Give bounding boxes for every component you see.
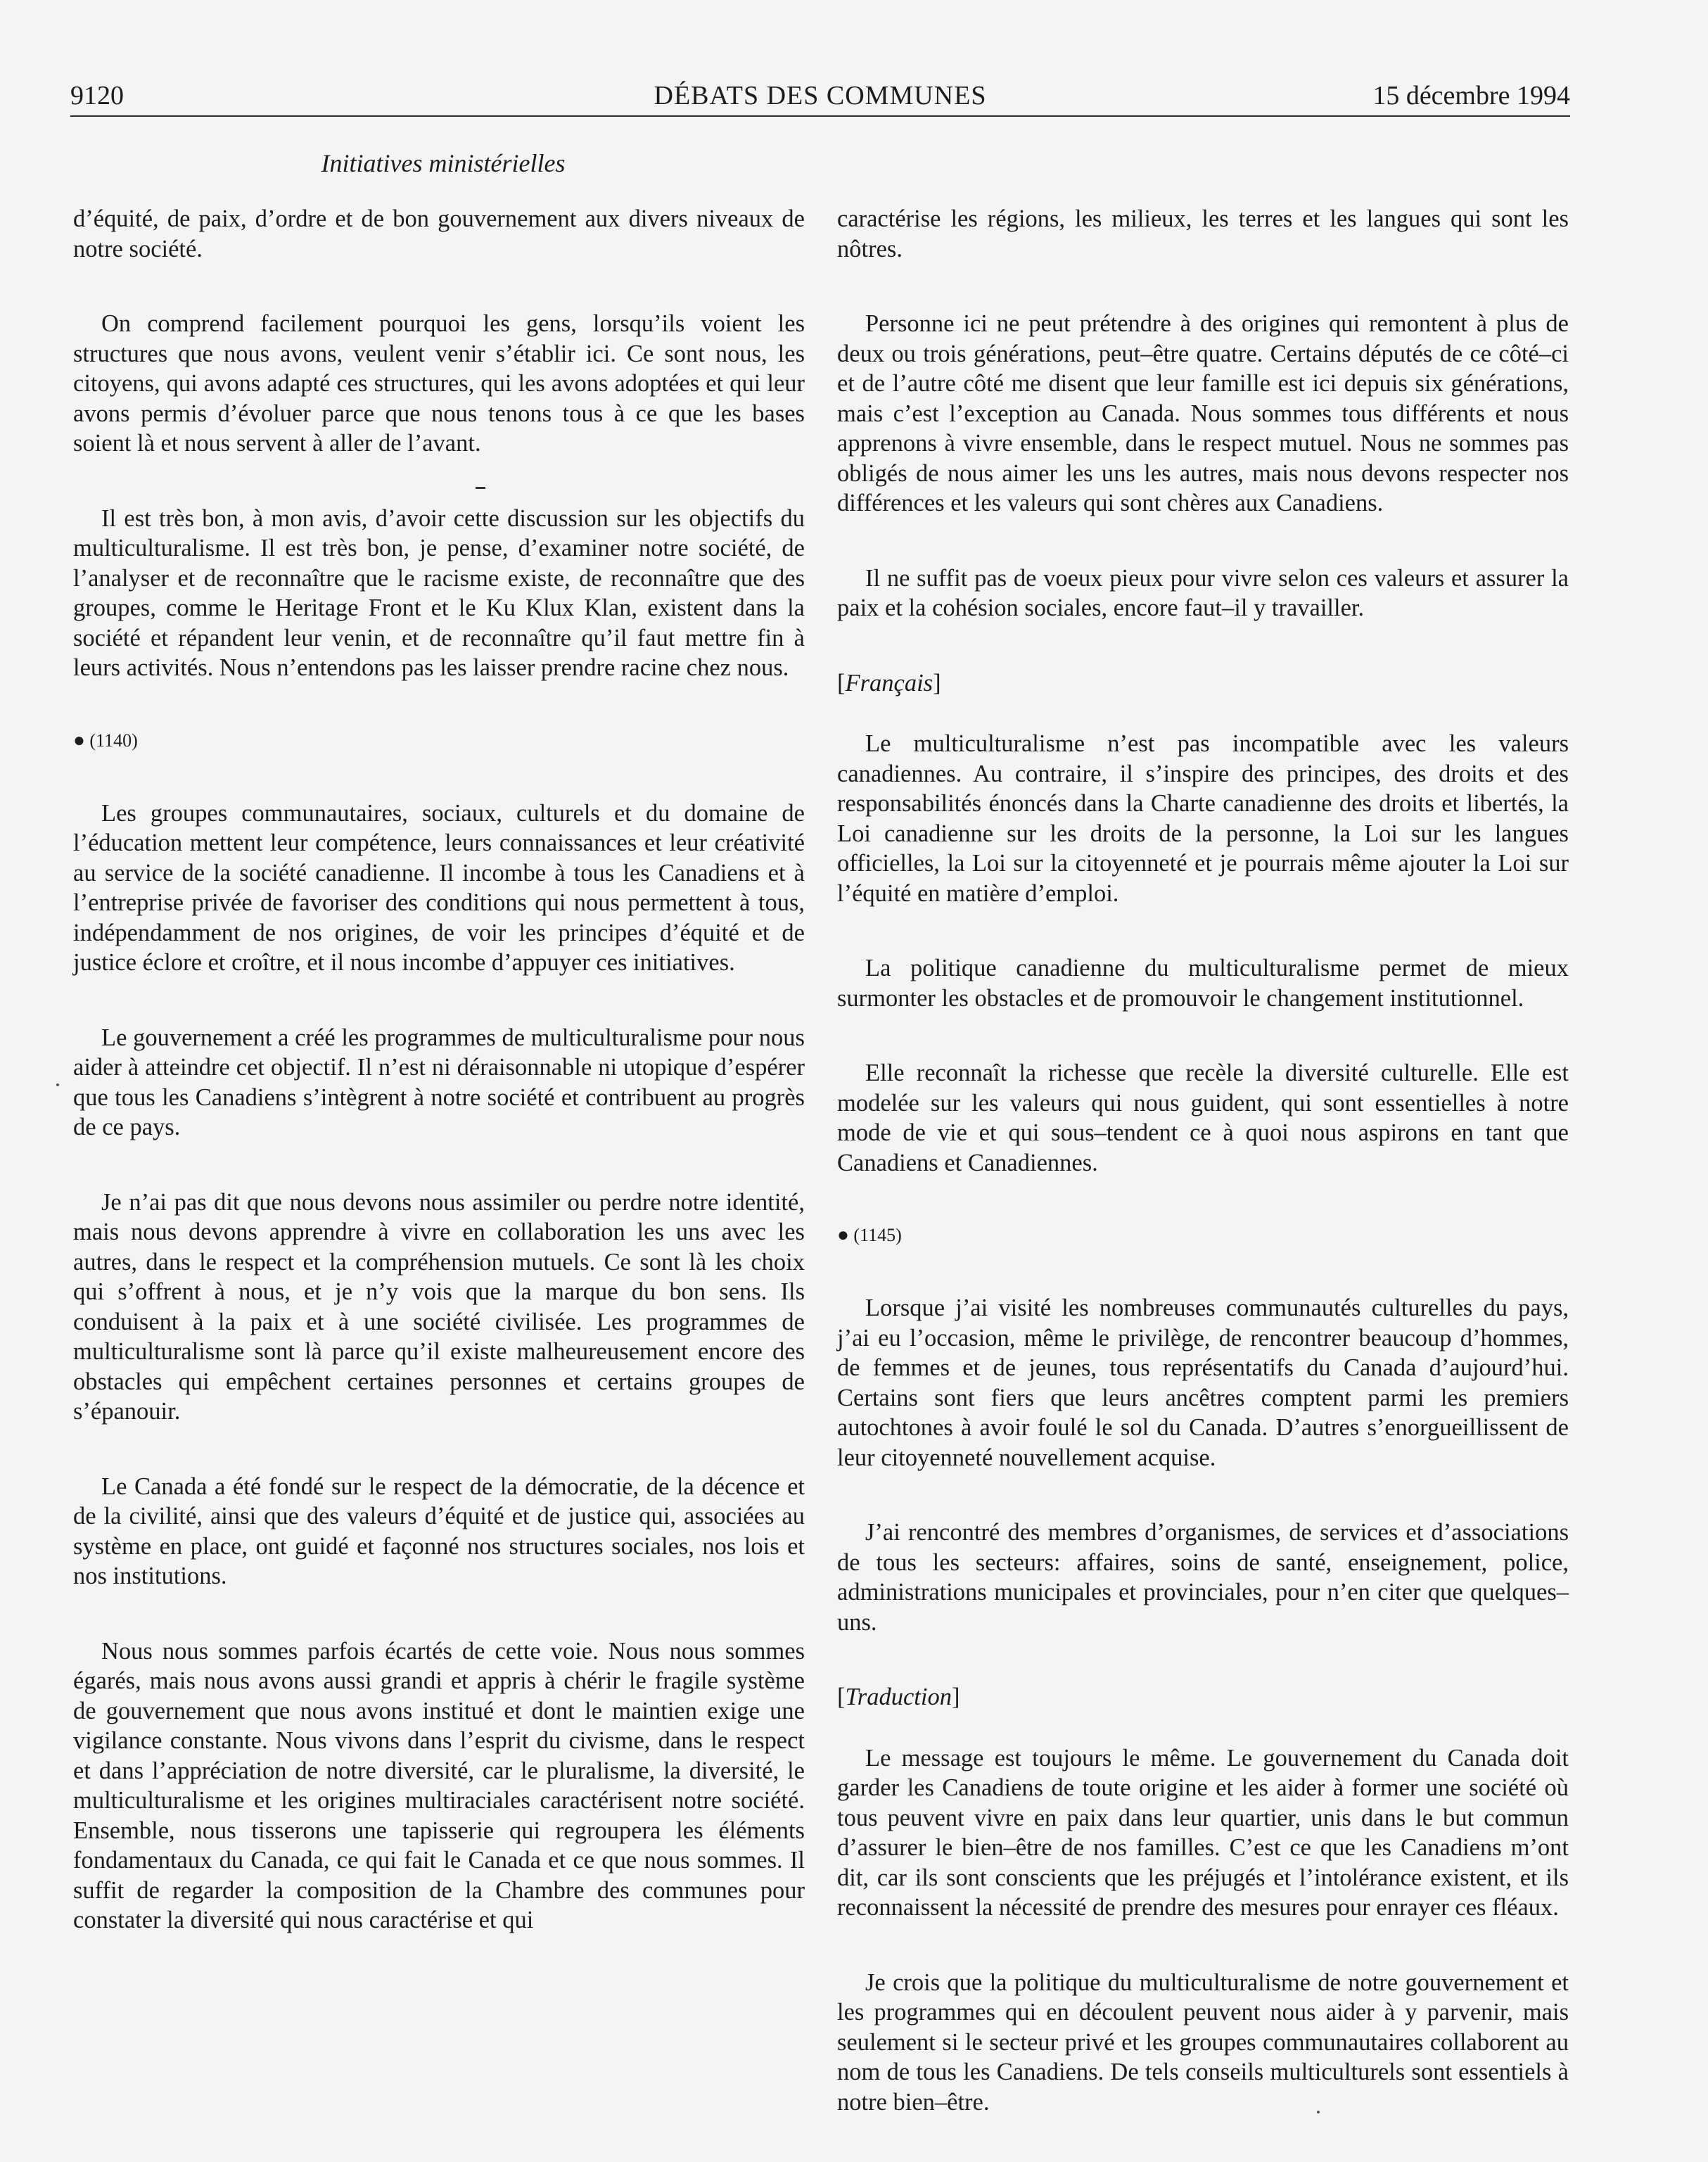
bullet-icon: ● <box>73 729 85 751</box>
scan-artifact <box>1317 2111 1320 2113</box>
paragraph: Nous nous sommes parfois écartés de cette voie. Nous nous sommes égarés, mais nous avons aussi grandi et appris à chérir le fragile système de gouvernement que nous avons institué et dont le maintien exige une vigilance constante. Nous vivons dans l’esprit du civisme, dans le respect et dans l’appréciation de notre diversité, car le pluralisme, la diversité, le multiculturalisme et les origines multiraciales caractérisent notre société. Ensemble, nous tisserons une tapisserie qui regroupera les éléments fondamentaux du Canada, ce qui fait le Canada et ce que nous sommes. Il suffit de regarder la composition de la Chambre des communes pour constater la diversité qui nous caractérise et qui <box>73 1637 805 1933</box>
time-marker <box>73 728 805 753</box>
paragraph: d’équité, de paix, d’ordre et de bon gouvernement aux divers niveaux de notre société. <box>73 205 805 262</box>
right-column <box>837 204 1569 2162</box>
scan-artifact <box>476 487 485 489</box>
paragraph: Lorsque j’ai visité les nombreuses communautés culturelles du pays, j’ai eu l’occasion, même le privilège, de rencontrer beaucoup d’hommes, de femmes et de jeunes, tous représentatifs du Canada d’aujourd’hui. Certains sont fiers que leurs ancêtres comptent parmi les premiers autochtones à avoir foulé le sol du Canada. D’autres s’enorgueillissent de leur citoyenneté nouvellement acquise. <box>837 1295 1569 1471</box>
scan-artifact <box>56 1083 59 1086</box>
page-number: 9120 <box>70 81 124 110</box>
paragraph: Le gouvernement a créé les programmes de multiculturalisme pour nous aider à atteindre cet objectif. Il n’est ni déraisonnable ni utopique d’espérer que tous les Canadiens s’intègrent à notre société et contribuent au progrès de ce pays. <box>73 1024 805 1140</box>
paragraph: Il ne suffit pas de voeux pieux pour vivre selon ces valeurs et assurer la paix et la cohésion sociales, encore faut–il y travailler. <box>837 564 1569 621</box>
page-header <box>70 76 1570 117</box>
time-marker <box>837 1223 1569 1248</box>
paragraph: La politique canadienne du multiculturalisme permet de mieux surmonter les obstacles et de promouvoir le changement institutionnel. <box>837 955 1569 1012</box>
language-note-label: Traduction <box>845 1684 952 1710</box>
language-note: [Traduction] <box>837 1684 960 1710</box>
paragraph: Il est très bon, à mon avis, d’avoir cette discussion sur les objectifs du multiculturalisme. Il est très bon, je pense, d’examiner notre société, de l’analyser et de reconnaître que le racisme existe, de reconnaître que des groupes, comme le Heritage Front et le Ku Klux Klan, existent dans la société et répandent leur venin, et de reconnaître qu’il faut mettre fin à leurs activités. Nous n’entendons pas les laisser prendre racine chez nous. <box>73 504 805 681</box>
paragraph: On comprend facilement pourquoi les gens, lorsqu’ils voient les structures que nous avons, veulent venir s’établir ici. Ce sont nous, les citoyens, qui avons adapté ces structures, qui les avons adoptées et qui leur avons permis d’évoluer parce que nous tenons tous à ce que les bases soient là et nous servent à aller de l’avant. <box>73 310 805 457</box>
paragraph: Je crois que la politique du multiculturalisme de notre gouvernement et les programmes qui en découlent peuvent nous aider à y parvenir, mais seulement si le secteur privé et les groupes communautaires collaborent au nom de tous les Canadiens. De tels conseils multiculturels sont essentiels à notre bien–être. <box>837 1969 1569 2116</box>
time-marker-label: (1140) <box>89 730 138 751</box>
paragraph: Je n’ai pas dit que nous devons nous assimiler ou perdre notre identité, mais nous devons apprendre à vivre en collaboration les uns avec les autres, dans le respect et la compréhension mutuels. Ce sont là les choix qui s’offrent à nous, et je n’y vois que la marque du bon sens. Ils conduisent à la paix et à une société civilisée. Les programmes de multiculturalisme sont là parce qu’il existe malheureusement encore des obstacles qui empêchent certaines personnes et certains groupes de s’épanouir. <box>73 1188 805 1425</box>
left-column <box>73 204 805 1980</box>
page-date: 15 décembre 1994 <box>1372 81 1570 110</box>
time-marker-label: (1145) <box>853 1225 902 1245</box>
section-subheader: Initiatives ministérielles <box>321 149 566 177</box>
paragraph: Personne ici ne peut prétendre à des origines qui remontent à plus de deux ou trois générations, peut–être quatre. Certains députés de ce côté–ci et de l’autre côté me disent que leur famille est ici depuis six générations, mais c’est l’exception au Canada. Nous sommes tous différents et nous apprenons à vivre ensemble, dans le respect mutuel. Nous ne sommes pas obligés de nous aimer les uns les autres, mais nous devons respecter nos différences et les valeurs qui sont chères aux Canadiens. <box>837 310 1569 516</box>
paragraph: Le message est toujours le même. Le gouvernement du Canada doit garder les Canadiens de toute origine et les aider à former une société où tous peuvent vivre en paix dans leur quartier, unis dans le but commun d’assurer le bien–être de nos familles. C’est ce que les Canadiens m’ont dit, car ils sont conscients que les préjugés et l’intolérance existent, et ils reconnaissent la nécessité de prendre des mesures pour enrayer ces fléaux. <box>837 1744 1569 1921</box>
paragraph: Le multiculturalisme n’est pas incompatible avec les valeurs canadiennes. Au contraire, il s’inspire des principes, des droits et des responsabilités énoncés dans la Charte canadienne des droits et libertés, la Loi canadienne sur les droits de la personne, la Loi sur les langues officielles, la Loi sur la citoyenneté et je pourrais même ajouter la Loi sur l’équité en matière d’emploi. <box>837 730 1569 907</box>
language-note-label: Français <box>845 669 933 697</box>
paragraph: J’ai rencontré des membres d’organismes, de services et d’associations de tous les secteurs: affaires, soins de santé, enseignement, police, administrations municipales et provinciales, pour n’en citer que quelques–uns. <box>837 1519 1569 1636</box>
publication-title: DÉBATS DES COMMUNES <box>654 81 987 110</box>
paragraph: Le Canada a été fondé sur le respect de la démocratie, de la décence et de la civilité, ainsi que des valeurs d’équité et de justice qui, associées au système en place, ont guidé et façonné nos structures sociales, nos lois et nos institutions. <box>73 1473 805 1589</box>
paragraph: Elle reconnaît la richesse que recèle la diversité culturelle. Elle est modelée sur les valeurs qui nous guident, qui sont essentielles à notre mode de vie et qui sous–tendent ce à quoi nous aspirons en tant que Canadiens et Canadiennes. <box>837 1060 1569 1176</box>
paragraph: caractérise les régions, les milieux, les terres et les langues qui sont les nôtres. <box>837 205 1569 262</box>
bullet-icon: ● <box>837 1224 849 1246</box>
language-note: [Français] <box>837 669 941 697</box>
paragraph: Les groupes communautaires, sociaux, culturels et du domaine de l’éducation mettent leur compétence, leurs connaissances et leur créativité au service de la société canadienne. Il incombe à tous les Canadiens et à l’entreprise privée de favoriser des conditions qui nous permettent à tous, indépendamment de nos origines, de voir les principes d’équité et de justice éclore et croître, et il nous incombe d’appuyer ces initiatives. <box>73 799 805 976</box>
